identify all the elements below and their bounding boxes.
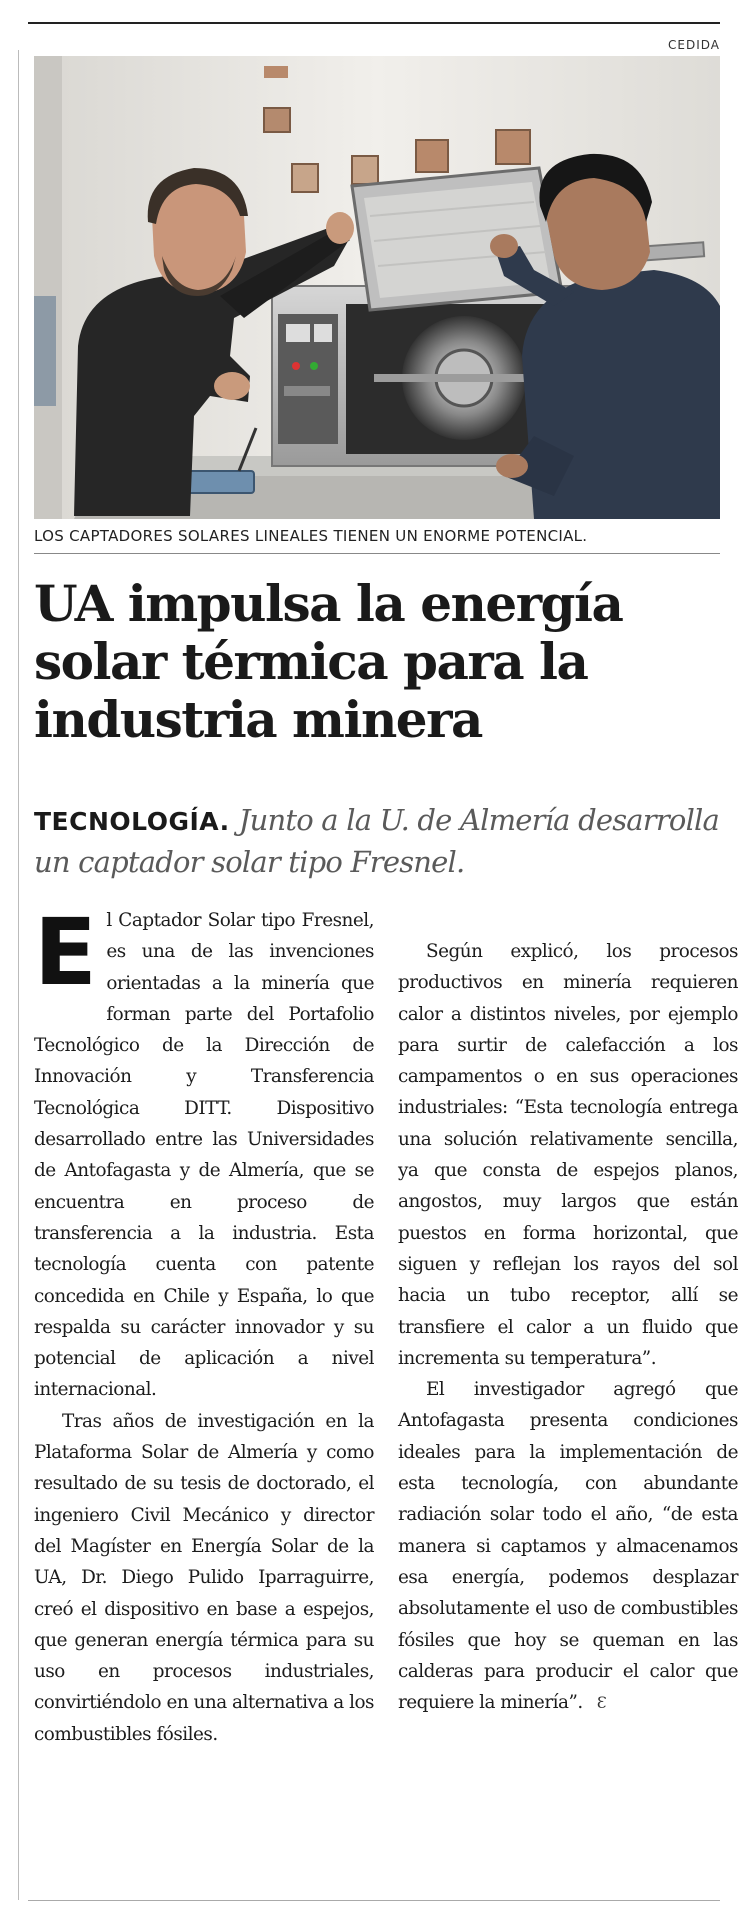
photo-caption: LOS CAPTADORES SOLARES LINEALES TIENEN UN ENORME POTENCIAL. — [34, 527, 588, 545]
section-kicker: TECNOLOGÍA. — [34, 807, 230, 836]
drop-cap: E — [34, 899, 97, 1006]
paragraph-4-text: El investigador agregó que Antofagasta presenta condiciones ideales para la implementación de esta tecnología, con abundante radiación solar todo el año, “de esta manera si captamos y almacenamos esa energía, podemos desplazar absolutamente el uso de combustibles fósiles que hoy se queman en las calderas para producir el calor que requiere la minería”. — [398, 1379, 738, 1714]
paragraph-1 — [34, 899, 374, 1406]
deck — [34, 800, 724, 882]
deck-text: Junto a la U. de Almería desarrolla un captador solar tipo Fresnel. — [34, 803, 720, 879]
bottom-rule — [28, 1900, 720, 1901]
article-photo — [34, 56, 720, 519]
paragraph-2: Tras años de investigación en la Plataforma Solar de Almería y como resultado de su tesis de doctorado, el ingeniero Civil Mecánico y director del Magíster en Energía Solar de la UA, Dr. Diego Pulido Iparraguirre, creó el dispositivo en base a espejos, que generan energía térmica para su uso en procesos industriales, convirtiéndolo en una alternativa a los combustibles fósiles. — [34, 1410, 374, 1745]
paragraph-3: Según explicó, los procesos productivos en minería requieren calor a distintos niveles, por ejemplo para surtir de calefacción a los campamentos o en sus operaciones industriales: “Esta tecnología entrega una solución relativamente sencilla, ya que consta de espejos planos, angostos, muy largos que están puestos en forma horizontal, que siguen y reflejan los rayos del sol hacia un tubo receptor, allí se transfiere el calor a un fluido que incrementa su temperatura”. — [398, 941, 738, 1369]
left-column-rule — [18, 50, 19, 1900]
paragraph-1-text: l Captador Solar tipo Fresnel, es una de las invenciones orientadas a la minería que forman parte del Portafolio Tecnológico de la Dirección de Innovación y Transferencia Tecnológica DITT. Dispositivo desarrollado entre las Universidades de Antofagasta y de Almería, que se encuentra en proceso de transferencia a la industria. Esta tecnología cuenta con patente concedida en Chile y España, lo que respalda su carácter innovador y su potencial de aplicación a nivel internacional. — [34, 910, 374, 1401]
body-column-right — [398, 905, 738, 1718]
top-rule — [28, 22, 720, 24]
headline: UA impulsa la energía solar térmica para la industria minera — [34, 574, 623, 749]
photo-credit: CEDIDA — [668, 38, 720, 52]
end-mark-icon: Ɛ — [596, 1693, 607, 1713]
caption-rule — [34, 553, 720, 554]
paragraph-4 — [398, 1374, 738, 1718]
body-column-left — [34, 899, 374, 1750]
